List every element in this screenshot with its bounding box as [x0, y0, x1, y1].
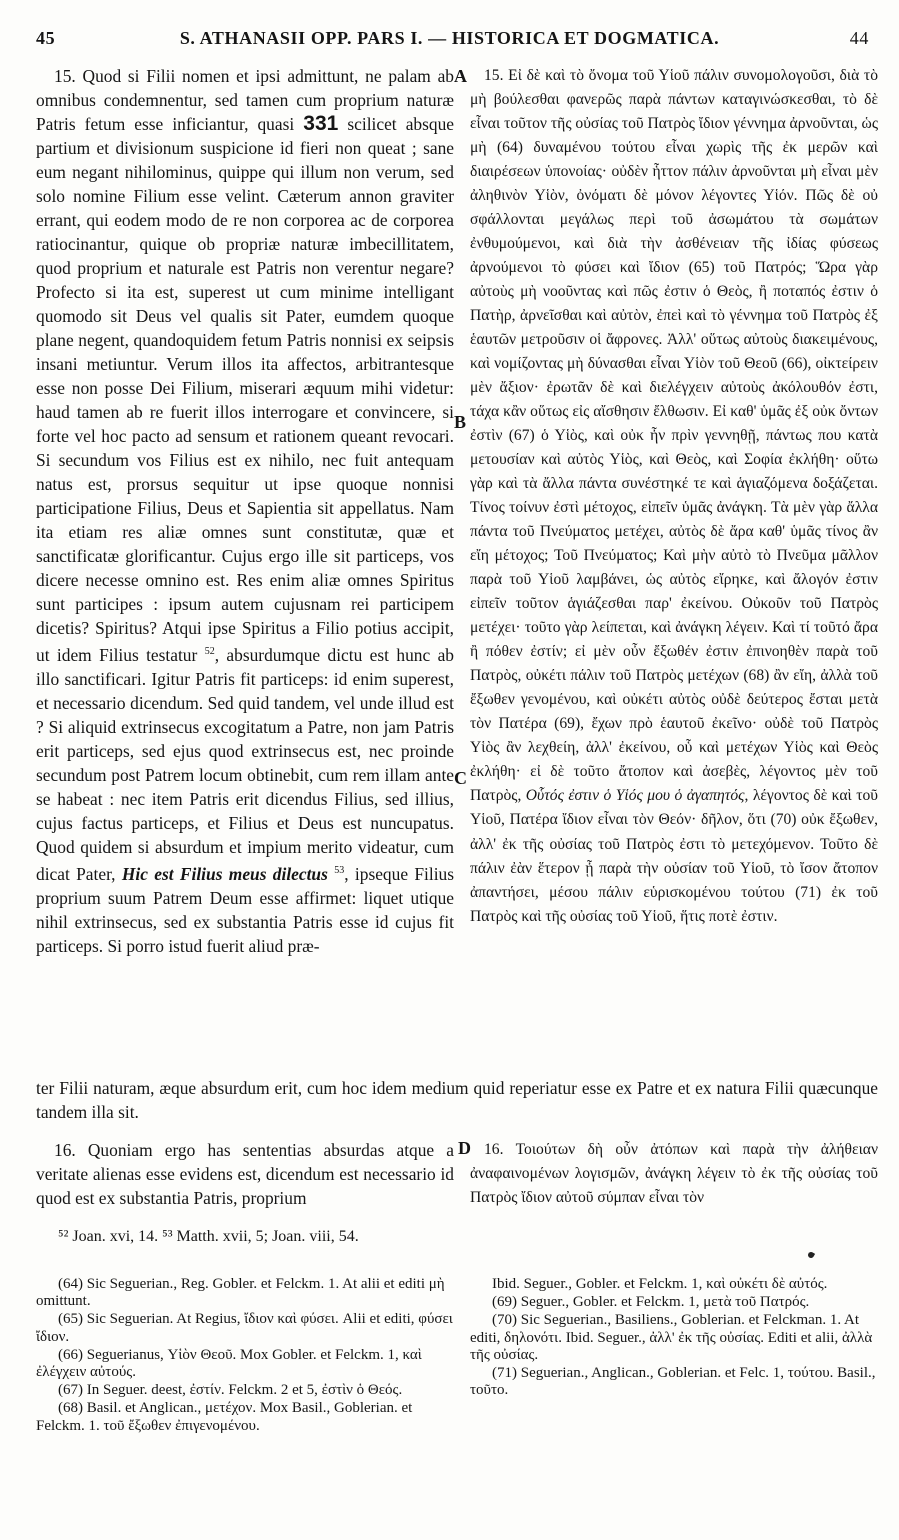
note: (64) Sic Seguerian., Reg. Gobler. et Felckm. 1. At alii et editi μὴ omittunt. [36, 1276, 445, 1310]
greek-sec15-text: 15. Εἰ δὲ καὶ τὸ ὄνομα τοῦ Υἱοῦ πάλιν συνομολογοῦσι, διὰ τὸ μὴ βούλεσθαι φανερῶς παρὰ πάντων καταγινώσκεσθαι, τὸ δὲ εἶναι τοῦτον τῆς οὐσίας τοῦ Πατρὸς ἴδιον γέννημα ἀρνοῦνται, ὡς μὴ (64) δυναμένου τούτου εἶναι χωρὶς τῆς ἐκ μερῶν καὶ διαιρέσεων ὑπονοίας· οὐδὲν ἧττον πάλιν ἀρνοῦνται μὴ εἶναι μὲν ἀληθινὸν Υἱὸν, ὀνόματι δὲ μόνον λέγοντες Υἱόν. Πῶς δὲ οὐ σφάλλονται μεγάλως περὶ τοῦ ἀσωμάτου τὰ σωμάτων ἐνθυμούμενοι, καὶ διὰ τὴν ἀσθένειαν τῆς ἰδίας φύσεως ἀρνούμενοι τὸ φύσει καὶ ἴδιον (65) τοῦ Πατρός; Ὥρα γὰρ αὐτοὺς μὴ νοοῦντας καὶ πῶς ἐστιν ὁ Θεὸς, ἢ ποταπός ἐστιν ὁ Πατὴρ, ἀρνεῖσθαι καὶ αὐτὸν, ἐπεὶ καὶ τὸ γέννημα τοῦ Πατρὸς ἐξ ἑαυτῶν μετροῦσιν οἱ ἄφρονες. Ἀλλ' οὕτως αὐτοὺς διακειμένους, καὶ νομίζοντας μὴ δύνασθαι εἶναι Υἱὸν τοῦ Θεοῦ (66), οἰκτείρειν μὲν ἄξιον· ἐρωτᾶν δὲ καὶ διελέγχειν αὐτοὺς ἀκόλουθόν ἐστι, τάχα κἂν οὕτως εἰς αἴσθησιν ἔλθωσιν. Εἰ καθ' ὑμᾶς ἐξ οὐκ ὄντων ἐστὶν (67) ὁ Υἱὸς, καὶ οὐκ ἦν πρὶν γεννηθῇ, πάντως που κατὰ μετουσίαν καὶ αὐτὸς Υἱὸς, καὶ Θεὸς, καὶ Σοφία ἐκλήθη· οὕτω γὰρ καὶ τὰ ἄλλα πάντα συνέστηκέ τε καὶ ἁγιαζόμενα δοξάζεται. Τίνος τοίνυν ἐστὶ μέτοχος, εἰπεῖν ὑμᾶς ἀνάγκη. Τὰ μὲν γὰρ ἄλλα πάντα τοῦ Πνεύματος μετέχει, αὐτὸς δὲ ἄρα καθ' ὑμᾶς τίνος ἂν εἴη μέτοχος; Τοῦ Πνεύματος; Καὶ μὴν αὐτὸ τὸ Πνεῦμα μᾶλλον παρὰ τοῦ Υἱοῦ λαμβάνει, ὡς αὐτὸς εἴρηκε, καὶ ἄλογόν ἐστιν εἰπεῖν τοῦτον ἁγιάζεσθαι παρ' ἐκείνου. Οὐκοῦν τοῦ Πατρὸς μετέχει· τοῦτο γὰρ λείπεται, καὶ ἀνάγκη λέγειν. Καὶ τί τοῦτό ἄρα ἢ πόθεν ἐστίν; εἰ μὲν οὖν ἔξωθέν ἐστιν ἐπινοηθὲν παρὰ τοῦ Πατρὸς, οὐκέτι πάλιν τοῦ Πατρὸς μετέχων (68) ἂν εἴη, ἀλλὰ τοῦ ἔξωθεν γενομένου, καὶ οὐκέτι αὐτὸς οὐδὲ δεύτερος ἔσται μετὰ τὸν Πατέρα (69), ἔχων πρὸ ἑαυτοῦ ἐκεῖνο· οὐδὲ τοῦ Πατρὸς Υἱὸς ἂν λεχθείη, ἀλλ' ἐκείνου, οὗ καὶ μετέχων Υἱὸς καὶ Θεὸς ἐκλήθη· εἰ δὲ τοῦτο ἄτοπον καὶ ἀσεβὲς, λέγοντος μὲν τοῦ Πατρὸς, [470, 67, 878, 805]
column-marker-b: B [454, 412, 467, 432]
note: (67) In Seguer. deest, ἐστίν. Felckm. 2 et 5, ἐστὶν ὁ Θεός. [58, 1382, 403, 1399]
footnote-ref-52: 52 [204, 646, 215, 658]
page-number-right: 44 [849, 28, 869, 48]
note: (69) Seguer., Gobler. et Felckm. 1, μετὰ τοῦ Πατρός. [492, 1294, 810, 1311]
latin-sec15-text-2: scilicet absque partium et divisionum suspicione id fieri non queat ; sane eum negant nihilominus, quippe qui illum non verum, sed solo nomine Filium esse velint. Cæterum annon graviter errant, qui eodem modo de re non corporea ac de corporea ratiocinantur, quique ob propriæ naturæ imbecillitatem, quod proprium et naturale est Patris non verentur negare? Profecto si ita est, superest ut cum minime intelligant quomodo sit Deus vel qualis sit Pater, eumdem quoque plane negent, quandoquidem fetum Patris nonnisi ex seipsis insani metiuntur. Verum illos ita affectos, arbitrantesque esse non posse Dei Filium, miserari æquum mihi videtur: haud tamen ab re fuerit illos interrogare et convincere, si forte vel hoc pacto ad sensum et rationem queant revocari. Si secundum vos Filius est ex nihilo, nec fuit antequam natus est, prorsus sequitur ut ipse quoque nonnisi participatione Filius, Deus et Sapientia sit appellatus. Nam ita etiam res aliæ omnes sunt constitutæ, quæ et sanctificatæ glorificantur. Cujus ergo ille sit particeps, vos dicere necesse omnino est. Res enim aliæ omnes Spiritus sunt participes : ipsum autem cujusnam rei participem dicetis? Spiritus? Atqui ipse Spiritus a Filio potius accipit, ut idem Filius testatur [36, 114, 454, 666]
latin-column [36, 64, 454, 958]
note: (68) Basil. et Anglican., μετέχον. Mox Basil., Goblerian. et Felckm. 1. τοῦ ἔξωθεν ἐπιγενομένου. [36, 1400, 413, 1434]
column-marker-d: D [458, 1138, 471, 1158]
latin-sec16-text: 16. Quoniam ergo has sententias absurdas atque a veritate alienas esse evidens est, dicendum est necessario id quod est ex substantia Patris, proprium [36, 1140, 454, 1209]
latin-paragraph-16 [36, 1138, 454, 1210]
greek-sec15-text-2: , λέγοντος δὲ καὶ τοῦ Υἱοῦ, Πατέρα ἴδιον εἶναι τὸν Θεόν· δῆλον, ὅτι (70) οὐκ ἔξωθεν, ἀλλ' ἐκ τῆς οὐσίας τοῦ Πατρὸς ἐστι τὸ μετεχόμενον. Τοῦτο δὲ πάλιν ἐὰν ἕτερον ᾖ παρὰ τὴν οὐσίαν τοῦ Υἱοῦ, τὸ ἴσον ἄτοπον ἀπαντήσει, μέσου πάλιν εὑρισκομένου τούτου (71) ἐκ τοῦ Πατρὸς καὶ τῆς οὐσίας τοῦ Υἱοῦ, ἥτις ποτὲ ἐστιν. [470, 787, 878, 925]
greek-paragraph-15 [470, 64, 878, 929]
footnote-ref-53: 53 [334, 865, 345, 877]
scripture-references: ⁵² Joan. xvi, 14. ⁵³ Matth. xvii, 5; Joan. viii, 54. [58, 1228, 359, 1245]
greek-sec16-text: 16. Τοιούτων δὴ οὖν ἀτόπων καὶ παρὰ τὴν ἀλήθειαν ἀναφαινομένων λογισμῶν, ἀνάγκη λέγειν τὸ ἐκ τῆς οὐσίας τοῦ Πατρὸς ἴδιον αὐτοῦ σύμπαν εἶναι τὸν [470, 1141, 878, 1207]
greek-paragraph-16 [470, 1138, 878, 1210]
column-marker-c: C [454, 768, 467, 788]
ink-blot-mark [807, 1251, 815, 1259]
column-number: 331 [303, 112, 339, 136]
note: Ibid. Seguer., Gobler. et Felckm. 1, καὶ οὐκέτι δὲ αὐτός. [492, 1276, 828, 1292]
latin-paragraph-15 [36, 64, 454, 958]
page-number-left: 45 [36, 28, 56, 48]
note: (70) Sic Seguerian., Basiliens., Goblerian. et Felckman. 1. At editi, δηλονότι. Ibid. Seguer., ἀλλ' ἐκ τῆς οὐσίας. Editi et alii, ἀλλὰ τῆς οὐσίας. [470, 1312, 873, 1363]
notes-left [36, 1276, 454, 1436]
running-title: S. ATHANASII OPP. PARS I. — HISTORICA ET DOGMATICA. [179, 28, 720, 48]
latin-sec15-text-3: , absurdumque dictu est hunc ab illo sanctificari. Igitur Patris fit particeps: id enim superest, et necessario dicendum. Sed quid tandem, vel unde illud est ? Si aliquid extrinsecus excogitatum a Patre, non jam Patris erit particeps, sed ejus quod extrinsecus est, nec proinde secundum post Patrem locum obtinebit, cum rem illam ante se habeat : nec item Patris erit dicendus Filius, sed illius, cujus factus particeps, et Filius et Deus est nuncupatus. Quod quidem si absurdum et impium merito videatur, cum dicat Pater, [36, 645, 454, 885]
latin-bridge-line: ter Filii naturam, æque absurdum erit, cum hoc idem medium quid reperiatur esse ex Patre et ex natura Filii quæcunque tandem illa sit. [36, 1078, 878, 1123]
note: (65) Sic Seguerian. At Regius, ἴδιον καὶ φύσει. Alii et editi, φύσει ἴδιον. [36, 1311, 453, 1345]
notes-right [470, 1276, 878, 1400]
column-marker-a: A [454, 66, 467, 86]
latin-quote: Hic est Filius meus dilectus [121, 864, 328, 885]
note: (71) Seguerian., Anglican., Goblerian. et Felc. 1, τούτου. Basil., τοῦτο. [470, 1365, 876, 1399]
greek-quote: Οὗτός ἐστιν ὁ Υἱός μου ὁ ἀγαπητός [525, 787, 745, 805]
latin-sec15-text: 15. Quod si Filii nomen et ipsi admittunt, ne palam ab omnibus condemnentur, sed tamen cum proprium naturæ Patris fetum esse inficiantur, quasi [36, 66, 454, 135]
latin-sec15-text-4: , ipseque Filius proprium suum Patrem Deum esse affirmet: liquet utique nihil extrinsecus, sed ex substantia Patris esse id cujus fit particeps. Si porro istud fuerit aliud præ- [36, 864, 455, 957]
greek-column [470, 64, 878, 929]
note: (66) Seguerianus, Υἱὸν Θεοῦ. Mox Gobler. et Felckm. 1, καὶ ἐλέγχειν αὐτούς. [36, 1346, 422, 1381]
